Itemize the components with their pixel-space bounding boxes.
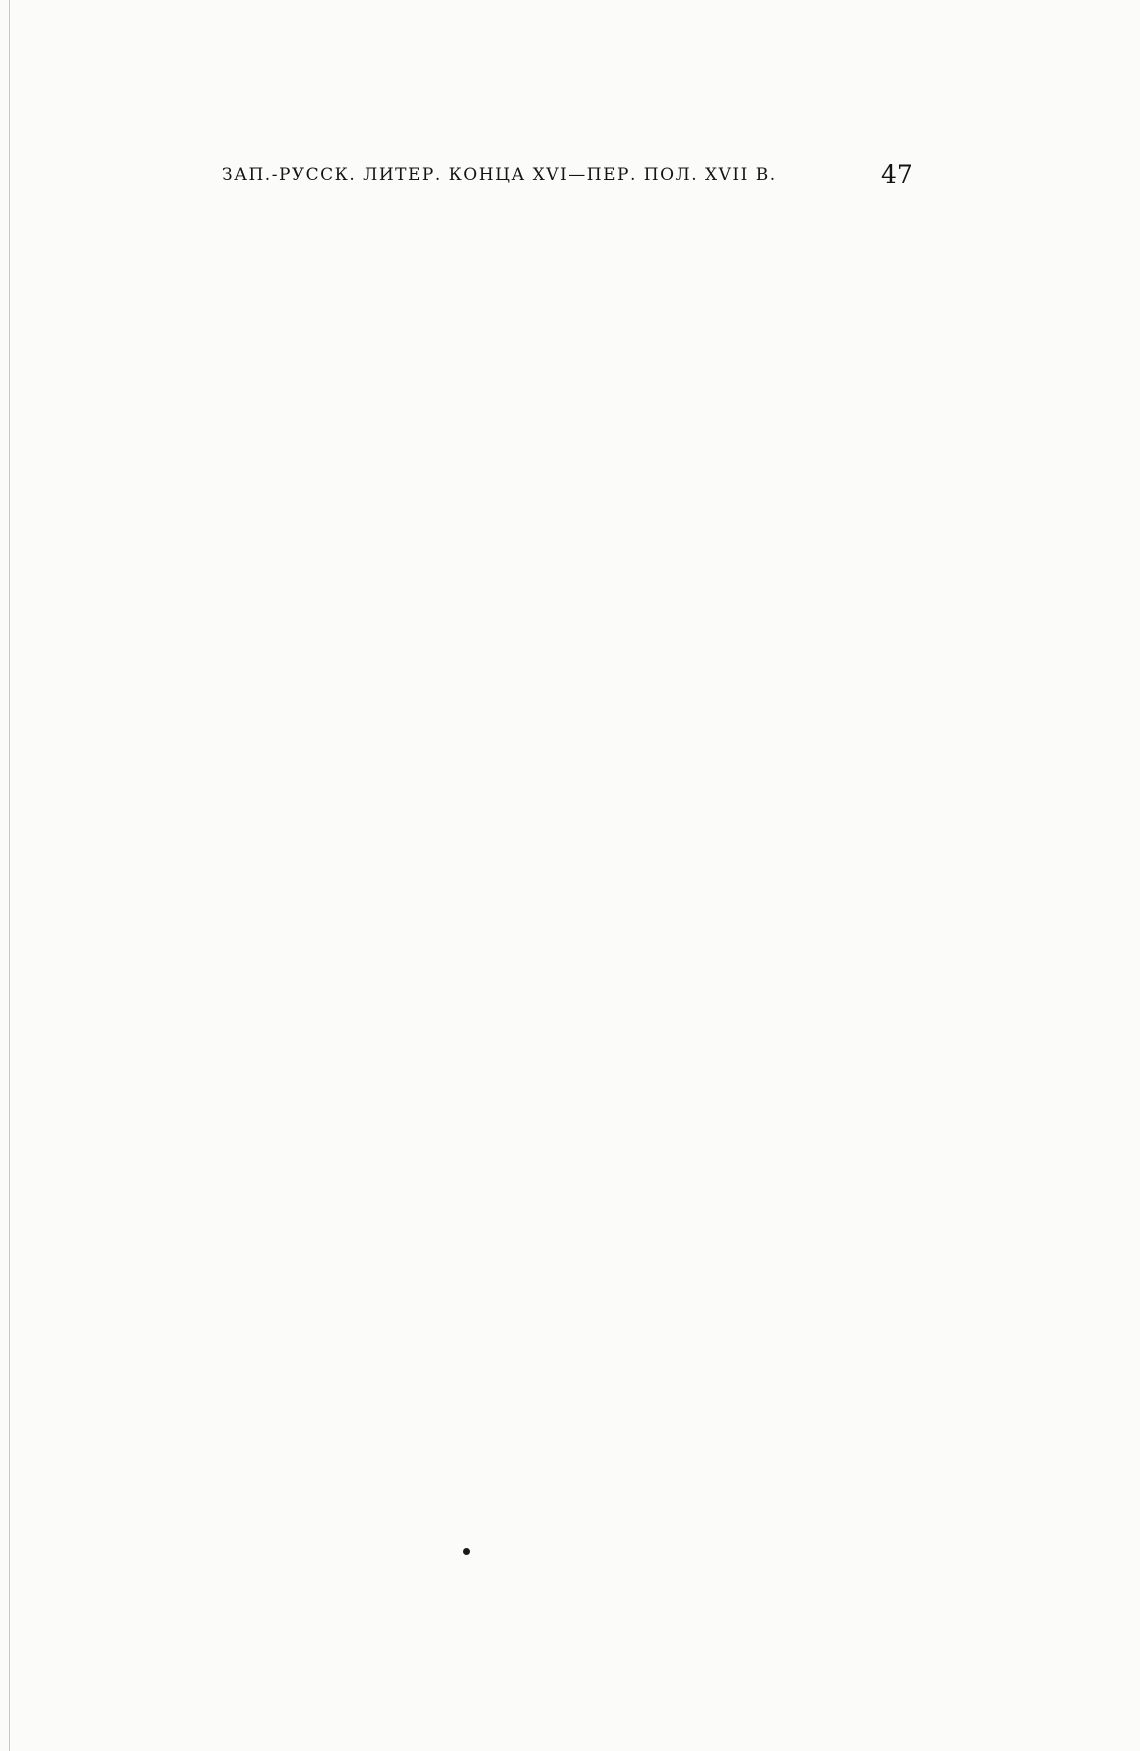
stray-ink-dot xyxy=(463,1548,470,1555)
text-line xyxy=(86,1320,918,1353)
text-line xyxy=(86,593,918,626)
text-line xyxy=(86,1254,918,1287)
text-line xyxy=(86,626,918,659)
text-line xyxy=(86,989,918,1022)
text-line xyxy=(86,659,918,692)
running-head: ЗАП.-РУССК. ЛИТЕР. КОНЦА XVI—ПЕР. ПОЛ. XVII В. xyxy=(222,165,777,185)
text-line xyxy=(86,427,918,460)
text-line xyxy=(86,692,918,725)
text-line xyxy=(86,460,918,493)
text-line xyxy=(86,229,918,262)
text-line xyxy=(86,328,918,361)
text-line xyxy=(86,526,918,559)
text-line xyxy=(86,1055,918,1088)
text-line xyxy=(86,394,918,427)
text-line xyxy=(86,1220,918,1253)
text-line xyxy=(86,1287,918,1320)
text-line xyxy=(86,1386,918,1419)
text-line xyxy=(86,1419,918,1452)
text-line xyxy=(86,361,918,394)
text-line xyxy=(86,824,918,857)
text-line xyxy=(86,857,918,890)
text-line xyxy=(86,1353,918,1386)
page-number: 47 xyxy=(881,160,913,189)
text-line xyxy=(86,758,918,791)
text-line xyxy=(86,196,918,229)
text-line xyxy=(86,1022,918,1055)
text-line xyxy=(86,725,918,758)
text-line xyxy=(86,295,918,328)
body-text xyxy=(86,196,918,1452)
text-line xyxy=(86,493,918,526)
text-line xyxy=(86,560,918,593)
gutter-line xyxy=(9,0,10,1751)
text-line xyxy=(86,262,918,295)
text-line xyxy=(86,956,918,989)
text-line xyxy=(86,923,918,956)
text-line xyxy=(86,1121,918,1154)
text-line xyxy=(86,791,918,824)
text-line xyxy=(86,1187,918,1220)
text-line xyxy=(86,1154,918,1187)
text-line xyxy=(86,890,918,923)
text-line xyxy=(86,1088,918,1121)
